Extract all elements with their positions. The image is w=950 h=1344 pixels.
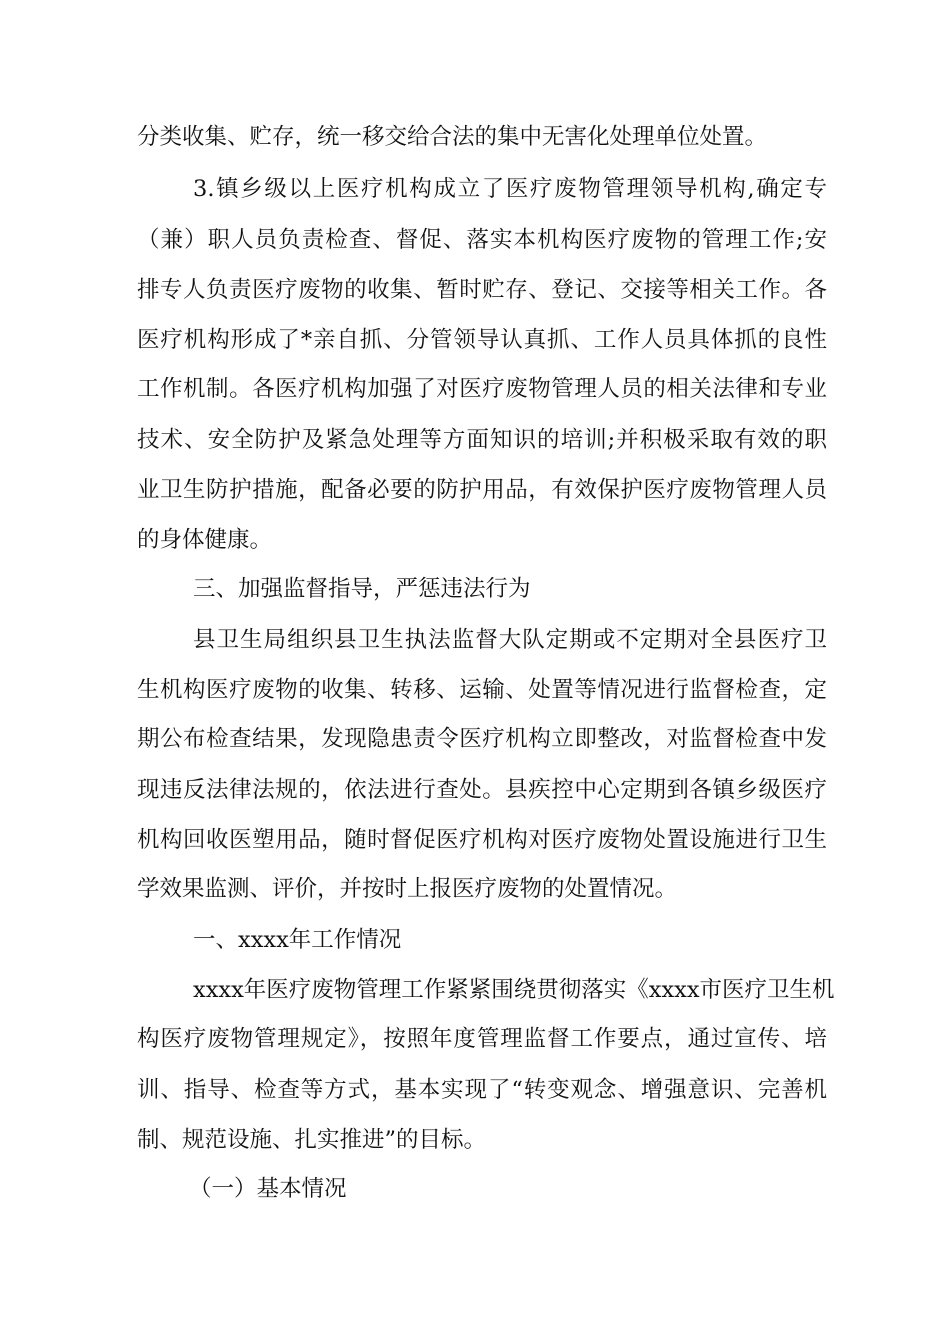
paragraph-line: （兼）职人员负责检查、督促、落实本机构医疗废物的管理工作;安 (137, 227, 827, 253)
paragraph-line: 业卫生防护措施，配备必要的防护用品，有效保护医疗废物管理人员 (137, 477, 827, 503)
paragraph-line: 构医疗废物管理规定》，按照年度管理监督工作要点，通过宣传、培 (137, 1026, 827, 1052)
paragraph-line: 期公布检查结果，发现隐患责令医疗机构立即整改，对监督检查中发 (137, 726, 827, 752)
paragraph-line: 训、指导、检查等方式，基本实现了“转变观念、增强意识、完善机 (137, 1077, 827, 1103)
paragraph-line: xxxx年医疗废物管理工作紧紧围绕贯彻落实《xxxx市医疗卫生机 (193, 977, 835, 1003)
paragraph-line: 现违反法律法规的，依法进行查处。县疾控中心定期到各镇乡级医疗 (137, 777, 827, 803)
section-heading: 一、xxxx年工作情况 (193, 927, 402, 953)
paragraph-line: 分类收集、贮存，统一移交给合法的集中无害化处理单位处置。 (137, 124, 768, 150)
paragraph-line: 3.镇乡级以上医疗机构成立了医疗废物管理领导机构,确定专 (193, 176, 827, 202)
paragraph-line: 工作机制。各医疗机构加强了对医疗废物管理人员的相关法律和专业 (137, 376, 827, 402)
paragraph-line: 生机构医疗废物的收集、转移、运输、处置等情况进行监督检查，定 (137, 677, 827, 703)
paragraph-line: 机构回收医塑用品，随时督促医疗机构对医疗废物处置设施进行卫生 (137, 827, 827, 853)
paragraph-line: 的身体健康。 (137, 527, 273, 553)
paragraph-line: 医疗机构形成了*亲自抓、分管领导认真抓、工作人员具体抓的良性 (137, 327, 827, 353)
paragraph-line: 技术、安全防护及紧急处理等方面知识的培训;并积极采取有效的职 (137, 427, 827, 453)
paragraph-line: 县卫生局组织县卫生执法监督大队定期或不定期对全县医疗卫 (193, 627, 827, 653)
paragraph-line: 排专人负责医疗废物的收集、暂时贮存、登记、交接等相关工作。各 (137, 277, 827, 303)
subsection-heading: （一）基本情况 (189, 1176, 347, 1202)
section-heading: 三、加强监督指导，严惩违法行为 (193, 576, 531, 602)
paragraph-line: 制、规范设施、扎实推进”的目标。 (137, 1127, 487, 1153)
paragraph-line: 学效果监测、评价，并按时上报医疗废物的处置情况。 (137, 876, 678, 902)
